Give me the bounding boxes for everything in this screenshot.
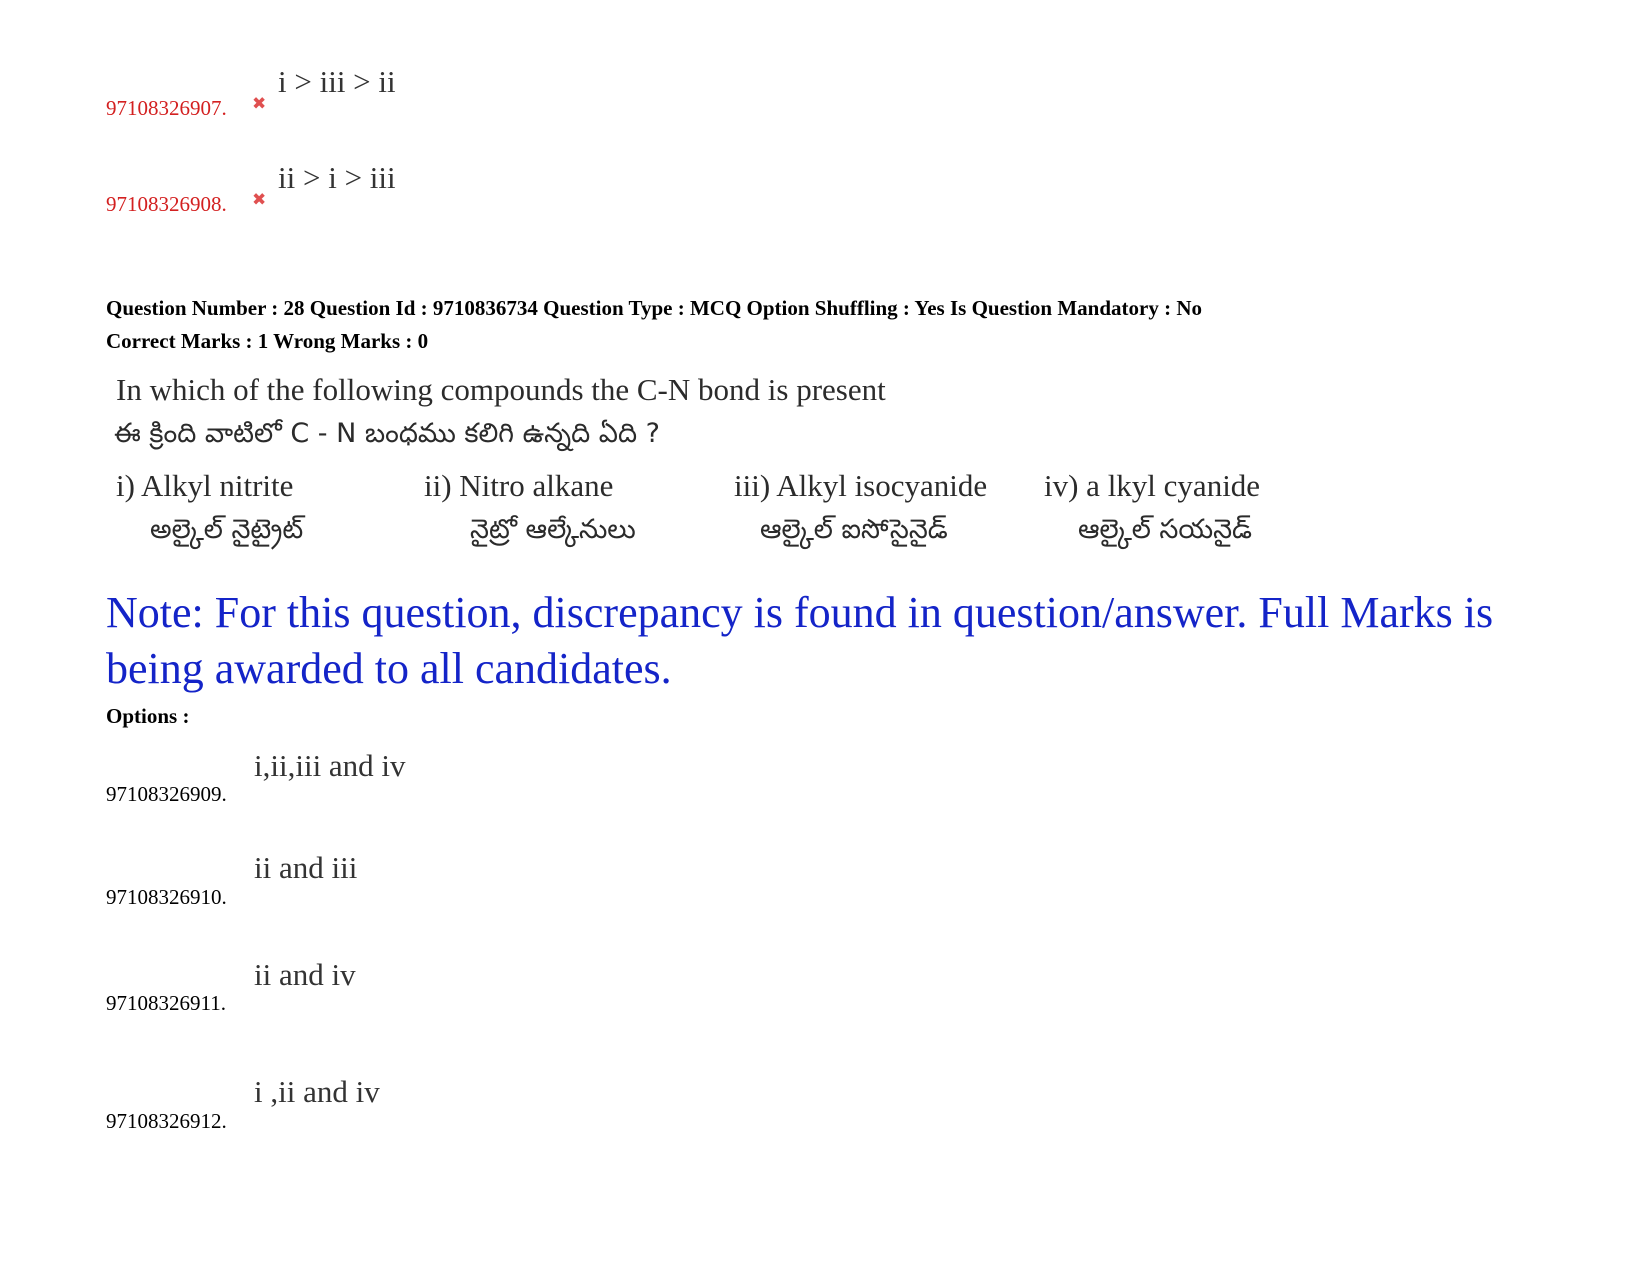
option-id: 97108326910.	[106, 885, 227, 909]
options-label: Options :	[106, 704, 190, 728]
cross-icon: ✖	[252, 94, 267, 114]
compound-item-3: iii) Alkyl isocyanide	[734, 468, 988, 503]
option-id: 97108326909.	[106, 782, 227, 806]
option-text: ii and iii	[254, 850, 358, 885]
question-text-telugu: ఈ క్రింది వాటిలో C - N బంధము కలిగి ఉన్నది ఏది ?	[114, 418, 660, 449]
option-id: 97108326908.	[106, 192, 227, 216]
option-id: 97108326912.	[106, 1109, 227, 1133]
option-id: 97108326911.	[106, 991, 226, 1015]
cross-icon: ✖	[252, 190, 267, 210]
compound-item-4: iv) a lkyl cyanide	[1044, 468, 1261, 503]
option-text: i > iii > ii	[278, 64, 396, 99]
compound-item-4-telugu: ఆల్కైల్ సయనైడ్	[1078, 514, 1253, 545]
compound-item-2: ii) Nitro alkane	[424, 468, 614, 503]
compound-item-1: i) Alkyl nitrite	[116, 468, 294, 503]
compound-item-3-telugu: ఆల్కైల్ ఐసోసైనైడ్	[760, 514, 948, 545]
question-meta-line1: Question Number : 28 Question Id : 9710836734 Question Type : MCQ Option Shuffling : Yes Is Question Mandatory : No	[106, 296, 1202, 320]
option-text: i ,ii and iv	[254, 1074, 380, 1109]
option-text: i,ii,iii and iv	[254, 748, 406, 783]
option-text: ii > i > iii	[278, 160, 396, 195]
compound-item-1-telugu: అల్కైల్ నైట్రైట్	[150, 514, 304, 545]
discrepancy-note: Note: For this question, discrepancy is found in question/answer. Full Marks is being awarded to all candidates.	[106, 588, 1494, 693]
option-id: 97108326907.	[106, 96, 227, 120]
compound-item-2-telugu: నైట్రో ఆల్కేనులు	[470, 514, 636, 545]
question-meta-line2: Correct Marks : 1 Wrong Marks : 0	[106, 329, 429, 353]
option-text: ii and iv	[254, 957, 356, 992]
question-text-english: In which of the following compounds the C-N bond is present	[116, 372, 886, 407]
